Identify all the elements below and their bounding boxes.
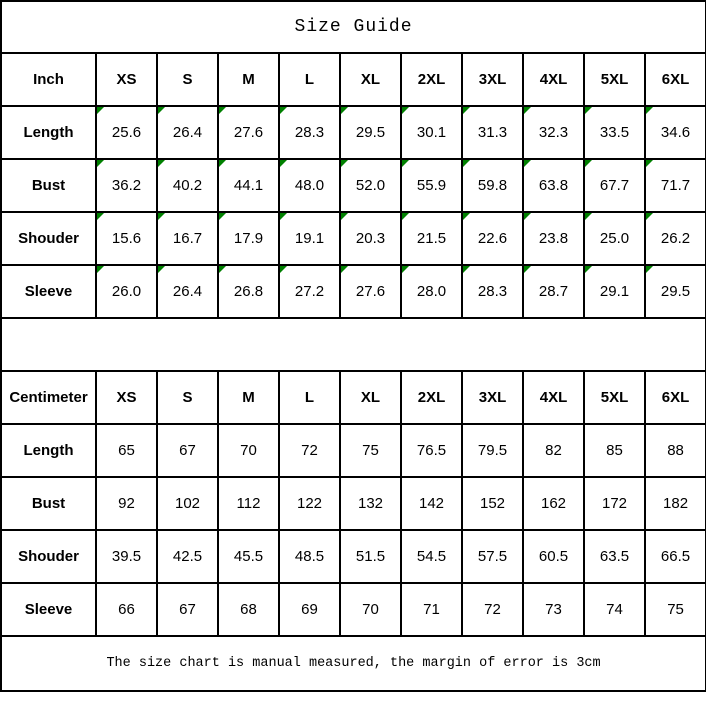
stored-as-text-triangle-icon bbox=[341, 107, 348, 114]
measurement-value: 29.5 bbox=[660, 283, 691, 300]
measurement-value-cell: 132 bbox=[340, 477, 401, 530]
table-row bbox=[1, 583, 706, 636]
stored-as-text-triangle-icon bbox=[402, 266, 409, 273]
measurement-value-cell: 75 bbox=[340, 424, 401, 477]
spacer-row bbox=[1, 318, 706, 371]
size-column-header: 5XL bbox=[584, 371, 645, 424]
stored-as-text-triangle-icon bbox=[97, 107, 104, 114]
measurement-value-cell: 73 bbox=[523, 583, 584, 636]
measurement-value-cell: 85 bbox=[584, 424, 645, 477]
measurement-value-cell bbox=[340, 265, 401, 318]
measurement-value: 31.3 bbox=[477, 124, 508, 141]
stored-as-text-triangle-icon bbox=[158, 107, 165, 114]
measurement-value-cell: 112 bbox=[218, 477, 279, 530]
measurement-value: 16.7 bbox=[172, 230, 203, 247]
measurement-value-cell bbox=[218, 106, 279, 159]
measurement-value-cell: 102 bbox=[157, 477, 218, 530]
measurement-value: 27.2 bbox=[294, 283, 325, 300]
measurement-value-cell: 162 bbox=[523, 477, 584, 530]
stored-as-text-triangle-icon bbox=[646, 266, 653, 273]
measurement-value-cell bbox=[157, 212, 218, 265]
table-row bbox=[1, 265, 706, 318]
stored-as-text-triangle-icon bbox=[97, 160, 104, 167]
table-row bbox=[1, 477, 706, 530]
measurement-value-cell: 54.5 bbox=[401, 530, 462, 583]
measurement-label: Shouder bbox=[1, 530, 96, 583]
measurement-value-cell: 67 bbox=[157, 424, 218, 477]
measurement-value-cell bbox=[584, 212, 645, 265]
size-column-header: 6XL bbox=[645, 371, 706, 424]
measurement-value-cell: 42.5 bbox=[157, 530, 218, 583]
measurement-value: 25.0 bbox=[599, 230, 630, 247]
footer-row bbox=[1, 636, 706, 691]
cm-header-row bbox=[1, 371, 706, 424]
measurement-value-cell: 122 bbox=[279, 477, 340, 530]
measurement-value: 52.0 bbox=[355, 177, 386, 194]
measurement-value-cell: 75 bbox=[645, 583, 706, 636]
measurement-value: 40.2 bbox=[172, 177, 203, 194]
measurement-value: 48.0 bbox=[294, 177, 325, 194]
measurement-value-cell: 72 bbox=[462, 583, 523, 636]
stored-as-text-triangle-icon bbox=[646, 160, 653, 167]
size-column-header: 2XL bbox=[401, 371, 462, 424]
stored-as-text-triangle-icon bbox=[341, 213, 348, 220]
measurement-label: Sleeve bbox=[1, 583, 96, 636]
measurement-value-cell: 152 bbox=[462, 477, 523, 530]
measurement-label: Sleeve bbox=[1, 265, 96, 318]
stored-as-text-triangle-icon bbox=[97, 266, 104, 273]
measurement-value-cell: 92 bbox=[96, 477, 157, 530]
measurement-value: 28.0 bbox=[416, 283, 447, 300]
measurement-value-cell: 70 bbox=[218, 424, 279, 477]
measurement-value-cell bbox=[462, 106, 523, 159]
measurement-value: 26.8 bbox=[233, 283, 264, 300]
stored-as-text-triangle-icon bbox=[524, 107, 531, 114]
table-row bbox=[1, 106, 706, 159]
stored-as-text-triangle-icon bbox=[158, 213, 165, 220]
measurement-value-cell bbox=[279, 265, 340, 318]
measurement-value: 27.6 bbox=[233, 124, 264, 141]
measurement-value-cell bbox=[279, 159, 340, 212]
measurement-value: 15.6 bbox=[111, 230, 142, 247]
measurement-label: Shouder bbox=[1, 212, 96, 265]
measurement-value-cell bbox=[462, 159, 523, 212]
measurement-value-cell: 39.5 bbox=[96, 530, 157, 583]
disclaimer-text: The size chart is manual measured, the margin of error is 3cm bbox=[1, 636, 706, 691]
stored-as-text-triangle-icon bbox=[585, 160, 592, 167]
table-row bbox=[1, 424, 706, 477]
stored-as-text-triangle-icon bbox=[280, 266, 287, 273]
measurement-value: 71.7 bbox=[660, 177, 691, 194]
size-column-header: S bbox=[157, 53, 218, 106]
measurement-value-cell: 182 bbox=[645, 477, 706, 530]
measurement-value-cell bbox=[157, 265, 218, 318]
measurement-value: 19.1 bbox=[294, 230, 325, 247]
inch-header-row bbox=[1, 53, 706, 106]
measurement-value-cell: 66 bbox=[96, 583, 157, 636]
measurement-value: 30.1 bbox=[416, 124, 447, 141]
size-column-header: L bbox=[279, 371, 340, 424]
measurement-value-cell bbox=[523, 265, 584, 318]
measurement-value-cell bbox=[157, 106, 218, 159]
stored-as-text-triangle-icon bbox=[524, 213, 531, 220]
measurement-value: 22.6 bbox=[477, 230, 508, 247]
measurement-value: 26.4 bbox=[172, 124, 203, 141]
measurement-value-cell: 67 bbox=[157, 583, 218, 636]
stored-as-text-triangle-icon bbox=[585, 266, 592, 273]
measurement-value-cell bbox=[645, 106, 706, 159]
measurement-value-cell: 70 bbox=[340, 583, 401, 636]
measurement-value-cell bbox=[523, 159, 584, 212]
measurement-value-cell: 71 bbox=[401, 583, 462, 636]
measurement-value-cell: 60.5 bbox=[523, 530, 584, 583]
size-column-header: 3XL bbox=[462, 53, 523, 106]
stored-as-text-triangle-icon bbox=[219, 213, 226, 220]
size-column-header: M bbox=[218, 53, 279, 106]
measurement-value-cell bbox=[584, 106, 645, 159]
stored-as-text-triangle-icon bbox=[646, 107, 653, 114]
stored-as-text-triangle-icon bbox=[402, 107, 409, 114]
measurement-value-cell: 63.5 bbox=[584, 530, 645, 583]
measurement-value-cell: 68 bbox=[218, 583, 279, 636]
measurement-value: 21.5 bbox=[416, 230, 447, 247]
measurement-value-cell bbox=[523, 106, 584, 159]
measurement-value-cell bbox=[157, 159, 218, 212]
size-column-header: S bbox=[157, 371, 218, 424]
spacer-cell bbox=[1, 318, 706, 371]
size-guide-title: Size Guide bbox=[1, 1, 706, 53]
stored-as-text-triangle-icon bbox=[524, 160, 531, 167]
measurement-value-cell: 48.5 bbox=[279, 530, 340, 583]
size-column-header: XS bbox=[96, 371, 157, 424]
measurement-value-cell bbox=[584, 265, 645, 318]
measurement-value-cell: 172 bbox=[584, 477, 645, 530]
stored-as-text-triangle-icon bbox=[585, 213, 592, 220]
measurement-value: 36.2 bbox=[111, 177, 142, 194]
size-column-header: XL bbox=[340, 371, 401, 424]
measurement-value: 34.6 bbox=[660, 124, 691, 141]
measurement-value-cell bbox=[96, 265, 157, 318]
measurement-value-cell bbox=[645, 265, 706, 318]
stored-as-text-triangle-icon bbox=[585, 107, 592, 114]
measurement-value-cell: 76.5 bbox=[401, 424, 462, 477]
stored-as-text-triangle-icon bbox=[402, 213, 409, 220]
stored-as-text-triangle-icon bbox=[463, 160, 470, 167]
measurement-value: 29.1 bbox=[599, 283, 630, 300]
table-row bbox=[1, 159, 706, 212]
centimeter-unit-header: Centimeter bbox=[1, 371, 96, 424]
stored-as-text-triangle-icon bbox=[463, 107, 470, 114]
measurement-value: 32.3 bbox=[538, 124, 569, 141]
size-column-header: M bbox=[218, 371, 279, 424]
measurement-value-cell: 74 bbox=[584, 583, 645, 636]
measurement-value-cell bbox=[645, 212, 706, 265]
stored-as-text-triangle-icon bbox=[158, 266, 165, 273]
measurement-value: 28.3 bbox=[294, 124, 325, 141]
inch-unit-header: Inch bbox=[1, 53, 96, 106]
stored-as-text-triangle-icon bbox=[402, 160, 409, 167]
measurement-value-cell: 57.5 bbox=[462, 530, 523, 583]
measurement-value-cell: 66.5 bbox=[645, 530, 706, 583]
table-row bbox=[1, 212, 706, 265]
size-column-header: 2XL bbox=[401, 53, 462, 106]
measurement-value-cell bbox=[96, 159, 157, 212]
measurement-value: 33.5 bbox=[599, 124, 630, 141]
measurement-value-cell bbox=[523, 212, 584, 265]
stored-as-text-triangle-icon bbox=[158, 160, 165, 167]
stored-as-text-triangle-icon bbox=[280, 160, 287, 167]
stored-as-text-triangle-icon bbox=[280, 107, 287, 114]
measurement-value-cell: 45.5 bbox=[218, 530, 279, 583]
measurement-label: Bust bbox=[1, 477, 96, 530]
measurement-label: Length bbox=[1, 424, 96, 477]
measurement-value-cell bbox=[279, 106, 340, 159]
stored-as-text-triangle-icon bbox=[646, 213, 653, 220]
measurement-value: 26.2 bbox=[660, 230, 691, 247]
measurement-value: 26.0 bbox=[111, 283, 142, 300]
measurement-value-cell: 88 bbox=[645, 424, 706, 477]
measurement-value-cell bbox=[340, 106, 401, 159]
measurement-value: 44.1 bbox=[233, 177, 264, 194]
measurement-value: 27.6 bbox=[355, 283, 386, 300]
measurement-value-cell: 65 bbox=[96, 424, 157, 477]
stored-as-text-triangle-icon bbox=[97, 213, 104, 220]
measurement-value-cell: 82 bbox=[523, 424, 584, 477]
size-column-header: 4XL bbox=[523, 371, 584, 424]
stored-as-text-triangle-icon bbox=[219, 160, 226, 167]
stored-as-text-triangle-icon bbox=[219, 266, 226, 273]
size-column-header: 5XL bbox=[584, 53, 645, 106]
measurement-value-cell bbox=[401, 212, 462, 265]
measurement-value-cell bbox=[96, 212, 157, 265]
measurement-value-cell bbox=[645, 159, 706, 212]
size-column-header: 4XL bbox=[523, 53, 584, 106]
stored-as-text-triangle-icon bbox=[463, 266, 470, 273]
stored-as-text-triangle-icon bbox=[463, 213, 470, 220]
measurement-value-cell: 69 bbox=[279, 583, 340, 636]
measurement-value-cell bbox=[218, 159, 279, 212]
stored-as-text-triangle-icon bbox=[341, 160, 348, 167]
size-column-header: XS bbox=[96, 53, 157, 106]
measurement-value-cell bbox=[218, 265, 279, 318]
measurement-value: 59.8 bbox=[477, 177, 508, 194]
stored-as-text-triangle-icon bbox=[341, 266, 348, 273]
measurement-value: 55.9 bbox=[416, 177, 447, 194]
measurement-value-cell bbox=[462, 265, 523, 318]
measurement-value-cell: 51.5 bbox=[340, 530, 401, 583]
measurement-value-cell bbox=[218, 212, 279, 265]
measurement-value: 20.3 bbox=[355, 230, 386, 247]
measurement-value: 25.6 bbox=[111, 124, 142, 141]
size-column-header: 3XL bbox=[462, 371, 523, 424]
stored-as-text-triangle-icon bbox=[524, 266, 531, 273]
measurement-value: 29.5 bbox=[355, 124, 386, 141]
measurement-value: 63.8 bbox=[538, 177, 569, 194]
measurement-value: 26.4 bbox=[172, 283, 203, 300]
stored-as-text-triangle-icon bbox=[280, 213, 287, 220]
measurement-value-cell: 72 bbox=[279, 424, 340, 477]
measurement-value: 67.7 bbox=[599, 177, 630, 194]
table-row bbox=[1, 530, 706, 583]
measurement-value: 23.8 bbox=[538, 230, 569, 247]
measurement-value-cell bbox=[340, 212, 401, 265]
measurement-value-cell bbox=[279, 212, 340, 265]
size-column-header: L bbox=[279, 53, 340, 106]
size-column-header: 6XL bbox=[645, 53, 706, 106]
measurement-value-cell: 79.5 bbox=[462, 424, 523, 477]
measurement-value-cell bbox=[401, 106, 462, 159]
measurement-value: 28.7 bbox=[538, 283, 569, 300]
stored-as-text-triangle-icon bbox=[219, 107, 226, 114]
measurement-label: Bust bbox=[1, 159, 96, 212]
measurement-value-cell: 142 bbox=[401, 477, 462, 530]
measurement-value-cell bbox=[401, 159, 462, 212]
measurement-value-cell bbox=[462, 212, 523, 265]
measurement-value-cell bbox=[584, 159, 645, 212]
size-column-header: XL bbox=[340, 53, 401, 106]
title-row bbox=[1, 1, 706, 53]
measurement-value: 28.3 bbox=[477, 283, 508, 300]
measurement-value: 17.9 bbox=[233, 230, 264, 247]
measurement-value-cell bbox=[96, 106, 157, 159]
measurement-label: Length bbox=[1, 106, 96, 159]
measurement-value-cell bbox=[340, 159, 401, 212]
measurement-value-cell bbox=[401, 265, 462, 318]
